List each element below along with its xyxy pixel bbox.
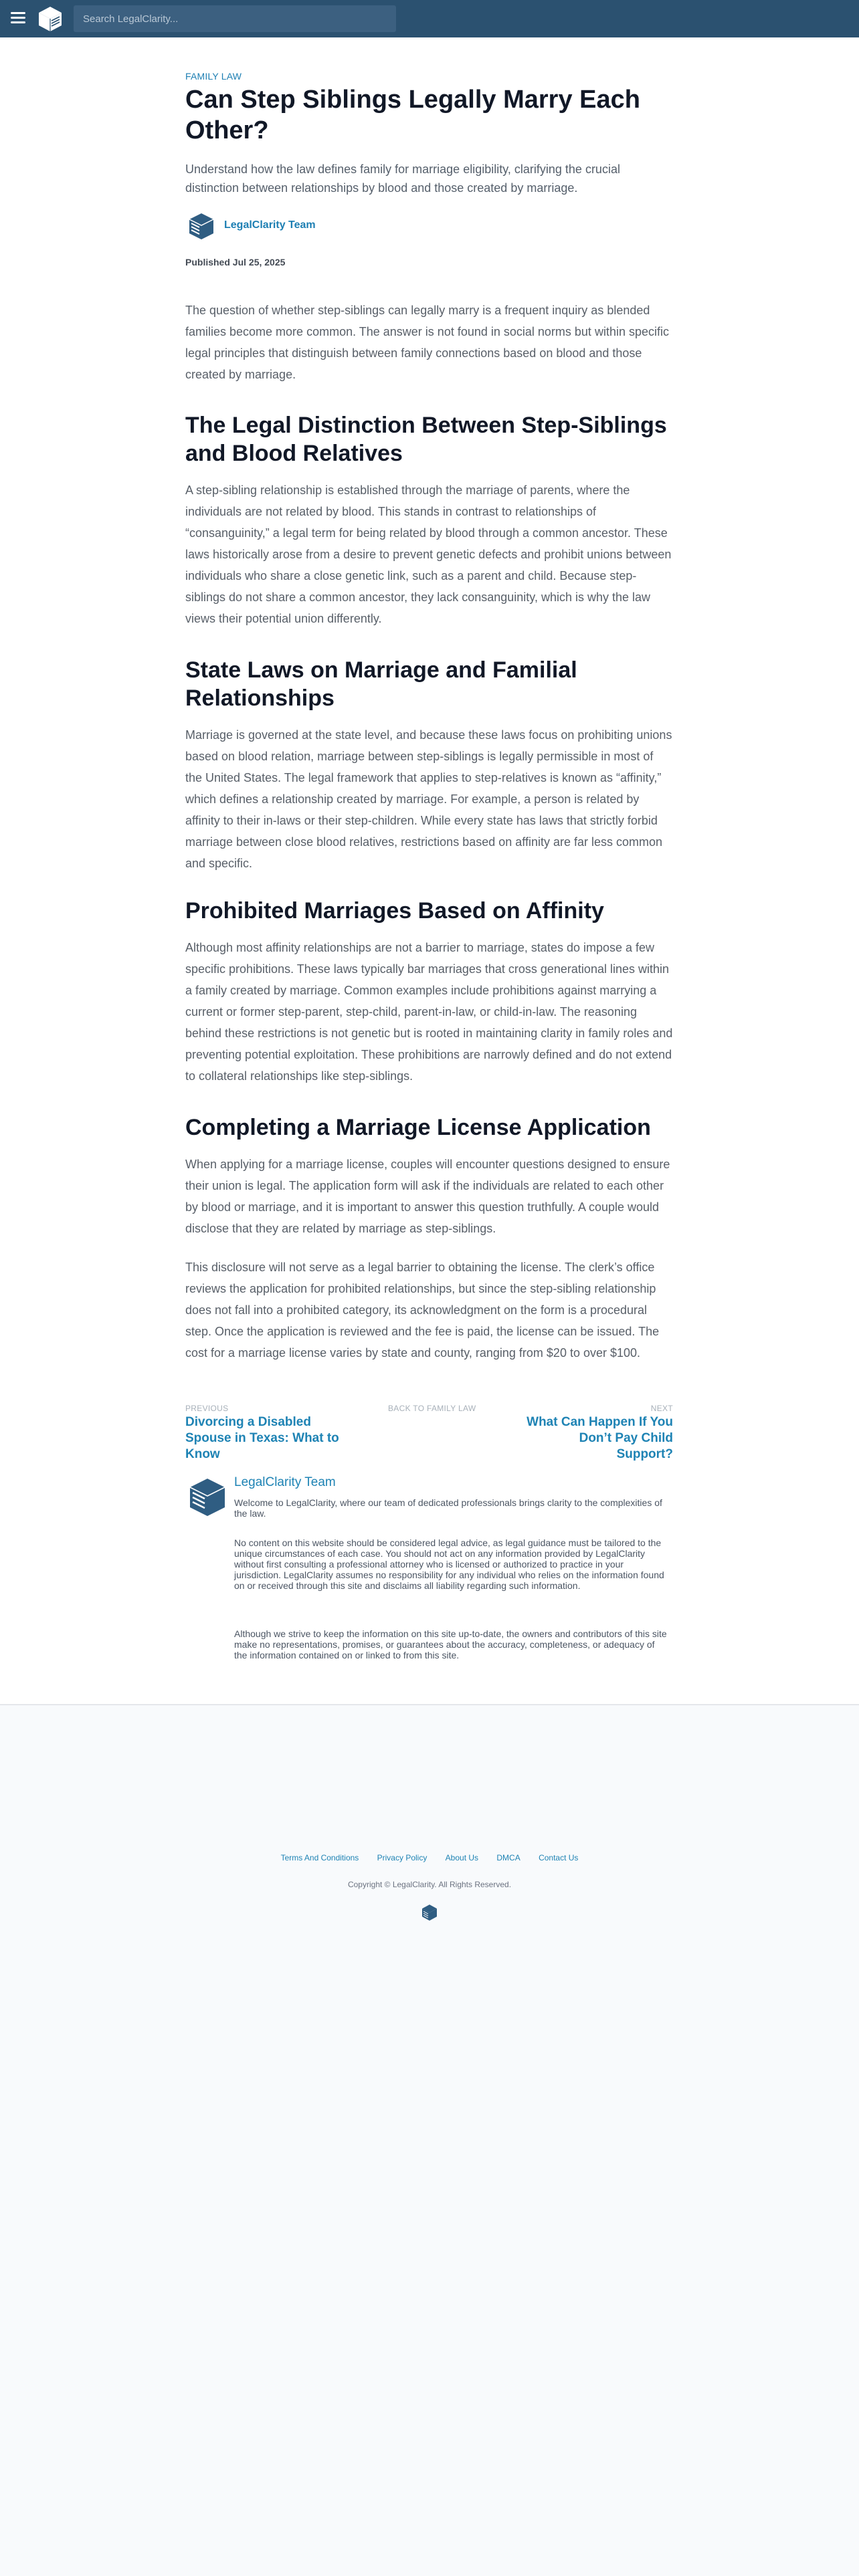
published-date: Published Jul 25, 2025 <box>185 257 286 267</box>
section-heading: The Legal Distinction Between Step-Siblings and Blood Relatives <box>185 413 667 466</box>
previous-label: PREVIOUS <box>185 1404 229 1413</box>
section-paragraph: This disclosure will not serve as a legal barrier to obtaining the license. The clerk’s office reviews the application for prohibited relationships, but since the step-sibling relationship does not fall into a prohibited category, its acknowledgment on the form is a procedural step. Once the application is reviewed and the fee is paid, the license can be issued. The cost for a marriage license varies by state and county, ranging from $20 to over $100. <box>185 1261 660 1360</box>
footer-link-terms[interactable]: Terms And Conditions <box>280 1853 359 1862</box>
top-navigation-bar <box>0 0 859 37</box>
article-container <box>0 37 859 1705</box>
accuracy-disclaimer: Although we strive to keep the information on this site up-to-date, the owners and contributors of this site make no representations, promises, or guarantees about the accuracy, completeness, or adequacy of the information contained on or linked to from this site. <box>234 1628 667 1660</box>
footer-link-dmca[interactable]: DMCA <box>496 1853 520 1862</box>
section-paragraph: When applying for a marriage license, couples will encounter questions designed to ensure their union is legal. The application form will ask if the individuals are related to each other by blood or marriage, and it is important to answer this question truthfully. A couple would disclose that they are related by marriage as step-siblings. <box>185 1158 670 1235</box>
section-heading: Prohibited Marriages Based on Affinity <box>185 898 604 924</box>
section-paragraph: Marriage is governed at the state level, and because these laws focus on prohibiting unions based on blood relation, marriage between step-siblings is legally permissible in most of the United States. The legal framework that applies to step-relatives is known as “affinity,” which defines a relationship created by marriage. For example, a person is related by affinity to their in-laws or their step-children. While every state has laws that strictly forbid marriage between close blood relatives, restrictions based on affinity are far less common and specific. <box>185 728 672 870</box>
next-label: NEXT <box>650 1404 673 1413</box>
search-box[interactable] <box>74 5 396 32</box>
previous-post-link[interactable]: Divorcing a Disabled Spouse in Texas: What to Know <box>185 1415 339 1461</box>
article-title: Can Step Siblings Legally Marry Each Other? <box>185 86 640 144</box>
article-subtitle: Understand how the law defines family for marriage eligibility, clarifying the crucial distinction between relationships by blood and those created by marriage. <box>185 163 620 195</box>
back-to-category-link[interactable]: BACK TO FAMILY LAW <box>388 1404 476 1413</box>
author-bio-name-link[interactable]: LegalClarity Team <box>234 1475 336 1489</box>
footer-link-privacy[interactable]: Privacy Policy <box>377 1853 427 1862</box>
legalclarity-logo-icon[interactable] <box>36 5 64 33</box>
footer-links <box>0 1853 859 1862</box>
intro-paragraph: The question of whether step-siblings can legally marry is a frequent inquiry as blended families become more common. The answer is not found in social norms but within specific legal principles that distinguish between family connections based on blood and those created by marriage. <box>185 304 669 381</box>
section-paragraph: A step-sibling relationship is established through the marriage of parents, where the individuals are not related by blood. This stands in contrast to relationships of “consanguinity,” a legal term for being related by blood through a common ancestor. These laws historically arose from a desire to prevent genetic defects and prohibit unions between individuals who share a close genetic link, such as a parent and child. Because step-siblings do not share a common ancestor, they lack consanguinity, which is why the law views their potential union differently. <box>185 484 672 625</box>
next-post-link[interactable]: What Can Happen If You Don’t Pay Child Support? <box>527 1415 673 1461</box>
search-input[interactable] <box>74 5 396 32</box>
section-heading: Completing a Marriage License Application <box>185 1115 651 1140</box>
author-avatar-icon[interactable] <box>185 210 217 242</box>
section-paragraph: Although most affinity relationships are not a barrier to marriage, states do impose a few specific prohibitions. These laws typically bar marriages that cross generational lines within a family created by marriage. Common examples include prohibitions against marrying a current or former step-parent, step-child, parent-in-law, or child-in-law. The reasoning behind these restrictions is not genetic but is rooted in maintaining clarity in family roles and preventing potential exploitation. These prohibitions are narrowly defined and do not extend to collateral relationships like step-siblings. <box>185 941 673 1083</box>
author-bio-avatar-icon[interactable] <box>189 1476 226 1519</box>
copyright-text: Copyright © LegalClarity. All Rights Reserved. <box>347 1880 512 1889</box>
footer-link-contact[interactable]: Contact Us <box>539 1853 579 1862</box>
section-heading: State Laws on Marriage and Familial Relationships <box>185 657 577 711</box>
author-byline <box>185 210 673 243</box>
author-bio-intro: Welcome to LegalClarity, where our team of dedicated professionals brings clarity to the complexities of the law. <box>234 1497 662 1519</box>
legal-disclaimer: No content on this website should be considered legal advice, as legal guidance must be tailored to the unique circumstances of each case. You should not act on any information provided by LegalClarity without first consulting a professional attorney who is licensed or authorized to practice in your jurisdiction. LegalClarity assumes no responsibility for any individual who relies on the information found on or received through this site and disclaims all liability regarding such information. <box>234 1537 664 1591</box>
footer-link-about[interactable]: About Us <box>445 1853 479 1862</box>
footer-logo-icon[interactable] <box>421 1904 438 1921</box>
category-link[interactable]: FAMILY LAW <box>185 71 242 82</box>
author-name-link[interactable]: LegalClarity Team <box>224 219 316 231</box>
menu-icon[interactable] <box>11 12 25 24</box>
